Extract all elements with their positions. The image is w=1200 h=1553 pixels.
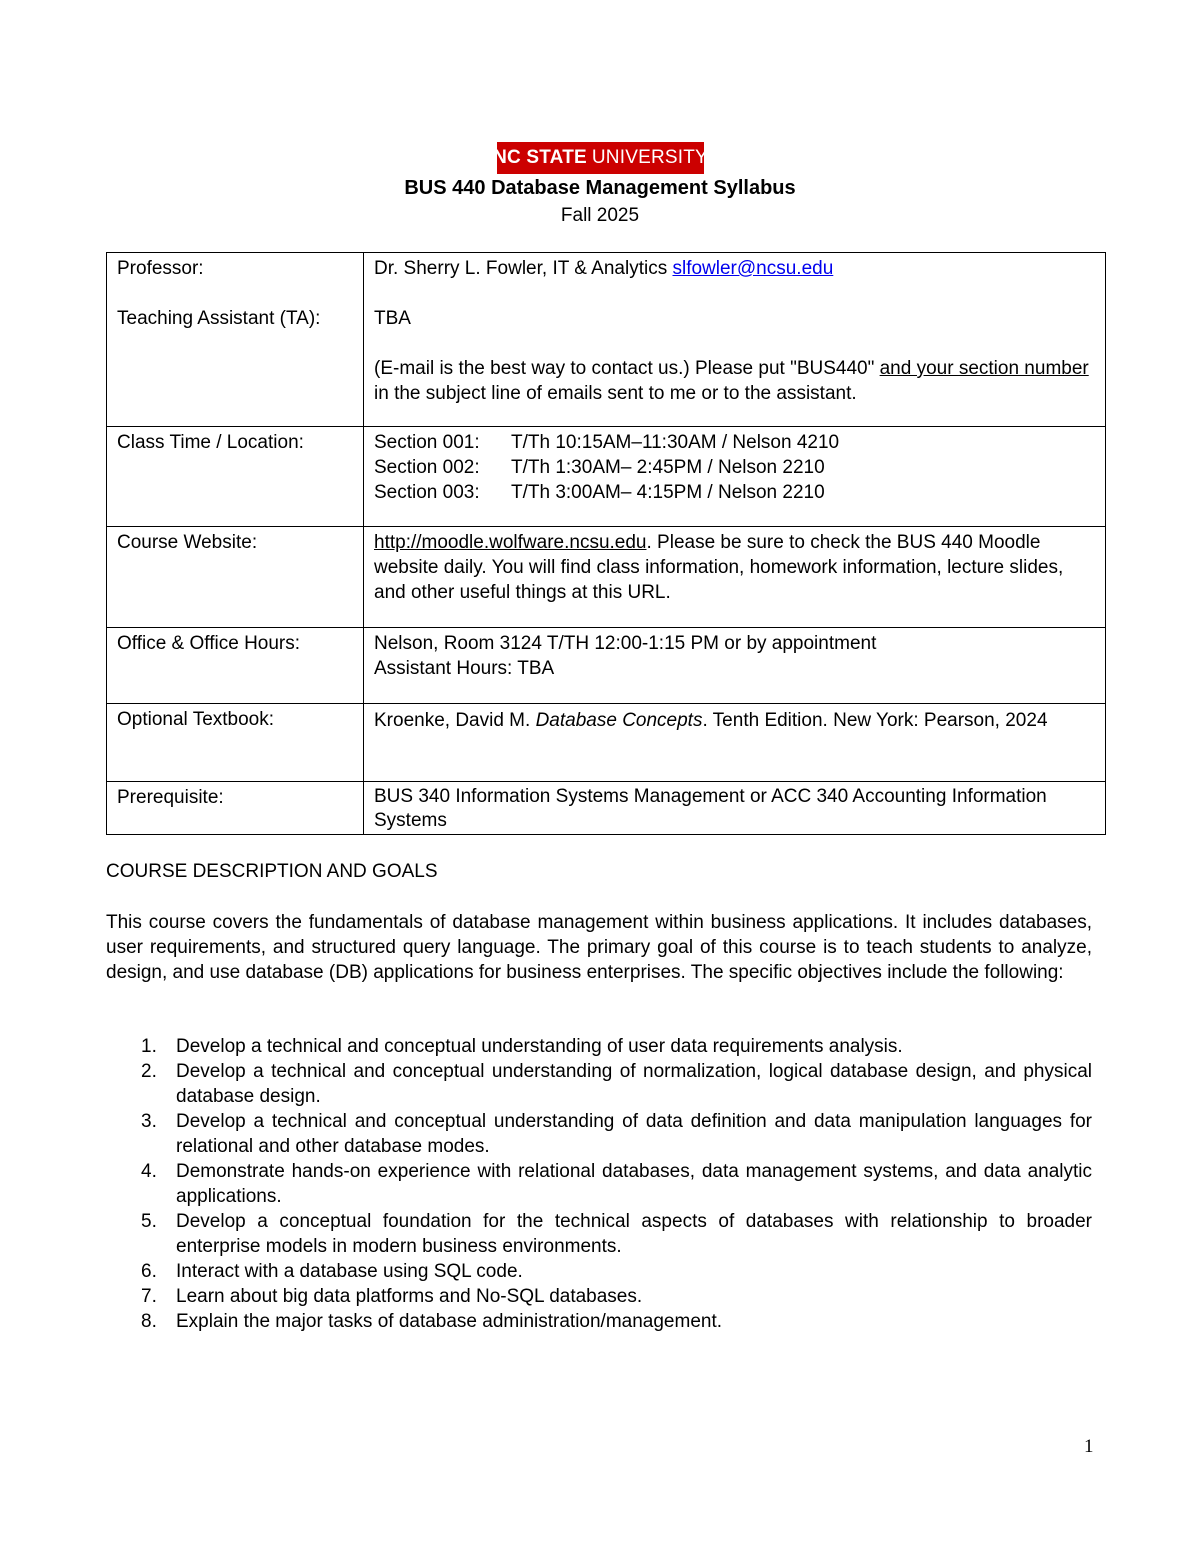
office-value: Nelson, Room 3124 T/TH 12:00-1:15 PM or by appointment [374,633,877,654]
list-item: 4. Demonstrate hands-on experience with relational databases, data management systems, and data analytic applications. [141,1161,1092,1207]
list-item: 2. Develop a technical and conceptual understanding of normalization, logical database design, and physical database design. [141,1061,1092,1107]
textbook-label: Optional Textbook: [107,704,364,782]
professor-email-link[interactable]: slfowler@ncsu.edu [672,258,834,279]
table-row-class-time [107,427,1106,527]
ta-label: Teaching Assistant (TA): [117,308,321,329]
professor-label: Professor: [117,258,204,279]
assistant-hours: Assistant Hours: TBA [374,658,555,679]
course-description: This course covers the fundamentals of database management within business applications. It includes databases, user requirements, and structured query language. The primary goal of this course is to teach students to analyze, design, and use database (DB) applications for business enterprises. The specific objectives include the following: [106,912,1092,983]
website-label: Course Website: [107,527,364,628]
textbook-title: Database Concepts [535,710,703,731]
ta-value: TBA [374,308,411,329]
table-row-prereq [107,782,1106,835]
list-item: 5. Develop a conceptual foundation for the technical aspects of databases with relationship to broader enterprise models in modern business environments. [141,1211,1092,1257]
section-line: Section 002: T/Th 1:30AM– 2:45PM / Nelson 2210 [374,457,825,478]
contact-note: (E-mail is the best way to contact us.) Please put "BUS440" and your section number in the subject line of emails sent to me or to the assistant. [374,358,1089,404]
course-info-table [106,252,1106,835]
office-label: Office & Office Hours: [107,628,364,704]
textbook-details: . Tenth Edition. New York: Pearson, 2024 [702,710,1048,731]
prereq-value: BUS 340 Information Systems Management or ACC 340 Accounting Information Systems [364,782,1106,835]
nc-state-logo [493,142,708,174]
list-item: 1. Develop a technical and conceptual understanding of user data requirements analysis. [141,1036,903,1057]
list-item: 7. Learn about big data platforms and No-SQL databases. [141,1286,643,1307]
table-row-contacts [107,253,1106,427]
website-description: . Please be sure to check the BUS 440 Moodle website daily. You will find class information, homework information, lecture slides, and other useful things at this URL. [374,532,1064,603]
list-item: 3. Develop a technical and conceptual understanding of data definition and data manipulation languages for relational and other database modes. [141,1111,1092,1157]
table-row-website [107,527,1106,628]
section-line: Section 001: T/Th 10:15AM–11:30AM / Nelson 4210 [374,432,840,453]
page-title: BUS 440 Database Management Syllabus [404,177,796,199]
prereq-label: Prerequisite: [107,782,364,835]
professor-name: Dr. Sherry L. Fowler, IT & Analytics [374,258,668,279]
section-heading: COURSE DESCRIPTION AND GOALS [106,861,438,882]
class-time-label: Class Time / Location: [107,427,364,527]
objectives-list [106,1034,1092,1334]
logo-rest-text: UNIVERSITY [591,147,708,168]
list-item: 6. Interact with a database using SQL code. [141,1261,523,1282]
page-number: 1 [1084,1436,1094,1457]
term: Fall 2025 [560,205,640,226]
table-row-textbook [107,704,1106,782]
list-item: 8. Explain the major tasks of database administration/management. [141,1311,723,1332]
logo-bold-text: NC STATE [493,147,587,168]
table-row-office [107,628,1106,704]
course-website-link[interactable]: http://moodle.wolfware.ncsu.edu [374,532,647,553]
textbook-author: Kroenke, David M. [374,710,531,731]
section-line: Section 003: T/Th 3:00AM– 4:15PM / Nelson 2210 [374,482,825,503]
